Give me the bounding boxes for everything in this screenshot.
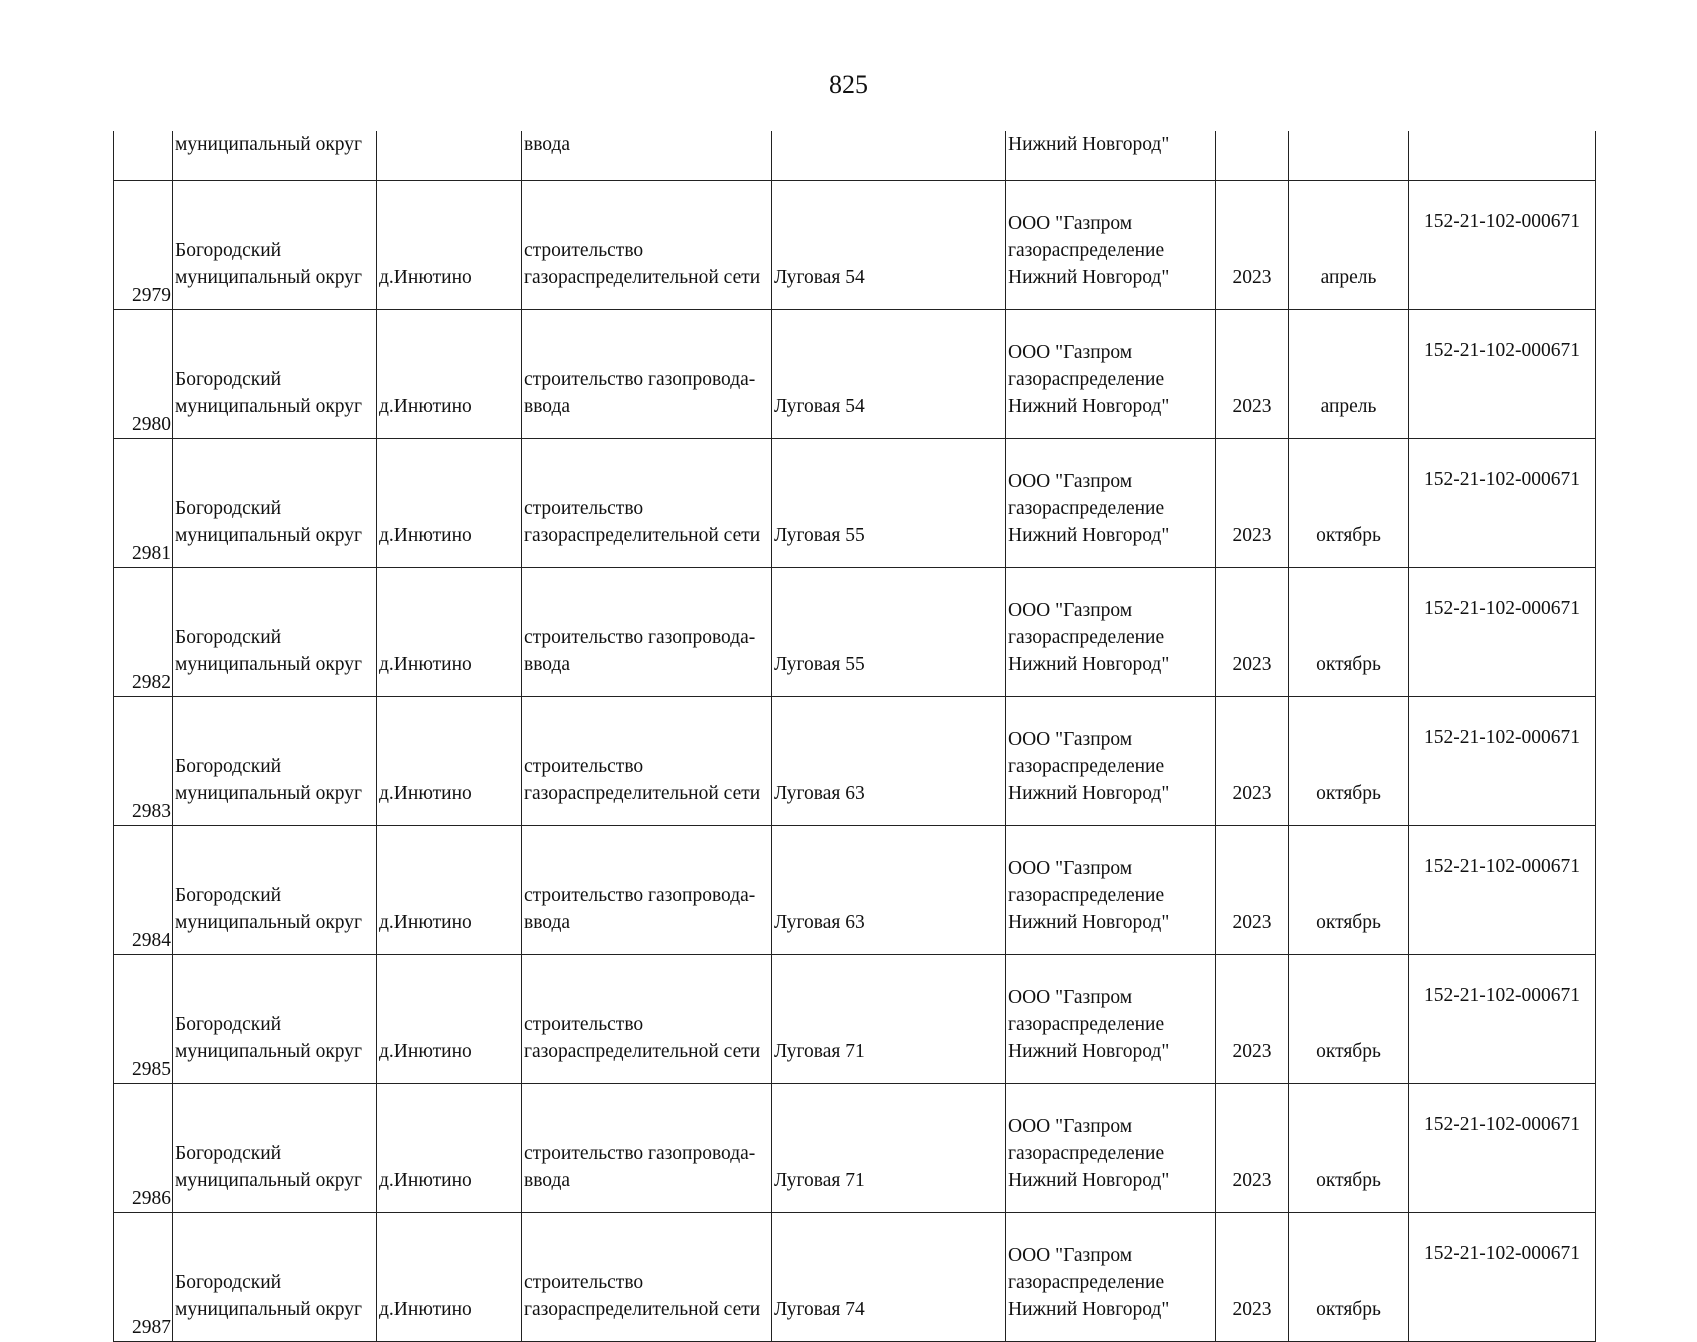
cell-district-line: муниципальный округ xyxy=(175,1041,363,1062)
cell-org-line: ООО "Газпром xyxy=(1008,858,1133,879)
cell-address: Луговая 71 xyxy=(772,955,1006,1084)
cell-org-line: ООО "Газпром xyxy=(1008,471,1133,492)
cell-month: октябрь xyxy=(1289,568,1409,697)
cell-address xyxy=(772,131,1006,181)
cell-org xyxy=(1006,1213,1216,1342)
cell-work-line: газораспределительной сети xyxy=(524,783,761,804)
cell-year: 2023 xyxy=(1216,310,1289,439)
cell-address: Луговая 55 xyxy=(772,439,1006,568)
cell-address: Луговая 63 xyxy=(772,697,1006,826)
cell-village: д.Инютино xyxy=(377,826,522,955)
cell-district xyxy=(173,568,377,697)
cell-org-line: газораспределение xyxy=(1008,498,1165,519)
cell-district-line: муниципальный округ xyxy=(175,267,363,288)
cell-org-line: газораспределение xyxy=(1008,756,1165,777)
cell-code xyxy=(1409,131,1596,181)
cell-district-line: муниципальный округ xyxy=(175,1170,363,1191)
cell-district-line: Богородский xyxy=(175,240,282,261)
cell-work-line: строительство xyxy=(524,1272,644,1293)
cell-work-line: строительство газопровода- xyxy=(524,627,756,648)
cell-village: д.Инютино xyxy=(377,181,522,310)
cell-address: Луговая 54 xyxy=(772,310,1006,439)
cell-org-line: ООО "Газпром xyxy=(1008,342,1133,363)
cell-org-line: газораспределение xyxy=(1008,240,1165,261)
cell-work-line: ввода xyxy=(524,654,571,675)
cell-month: апрель xyxy=(1289,310,1409,439)
cell-district: муниципальный округ xyxy=(173,131,377,181)
cell-work xyxy=(522,439,772,568)
cell-code: 152-21-102-000671 xyxy=(1409,1213,1596,1342)
cell-district-line: муниципальный округ xyxy=(175,912,363,933)
cell-address: Луговая 71 xyxy=(772,1084,1006,1213)
cell-num xyxy=(114,131,173,181)
cell-district xyxy=(173,310,377,439)
table-row xyxy=(114,568,1596,697)
cell-org-line: Нижний Новгород" xyxy=(1008,783,1170,804)
table-row xyxy=(114,1084,1596,1213)
cell-district-line: Богородский xyxy=(175,885,282,906)
cell-district-line: муниципальный округ xyxy=(175,396,363,417)
cell-org xyxy=(1006,181,1216,310)
cell-district xyxy=(173,439,377,568)
cell-work-line: газораспределительной сети xyxy=(524,525,761,546)
cell-address: Луговая 63 xyxy=(772,826,1006,955)
cell-org-line: ООО "Газпром xyxy=(1008,729,1133,750)
cell-district-line: Богородский xyxy=(175,1272,282,1293)
cell-village: д.Инютино xyxy=(377,1213,522,1342)
cell-district xyxy=(173,1084,377,1213)
cell-district-line: муниципальный округ xyxy=(175,525,363,546)
cell-code: 152-21-102-000671 xyxy=(1409,697,1596,826)
cell-org-line: ООО "Газпром xyxy=(1008,213,1133,234)
cell-code: 152-21-102-000671 xyxy=(1409,826,1596,955)
cell-org: Нижний Новгород" xyxy=(1006,131,1216,181)
cell-work-line: строительство газопровода- xyxy=(524,885,756,906)
cell-org-line: Нижний Новгород" xyxy=(1008,1041,1170,1062)
cell-district xyxy=(173,955,377,1084)
cell-work-line: ввода xyxy=(524,396,571,417)
cell-month: октябрь xyxy=(1289,439,1409,568)
cell-village: д.Инютино xyxy=(377,1084,522,1213)
cell-org-line: Нижний Новгород" xyxy=(1008,654,1170,675)
cell-org xyxy=(1006,826,1216,955)
cell-work-line: строительство xyxy=(524,1014,644,1035)
cell-district-line: Богородский xyxy=(175,1014,282,1035)
cell-org xyxy=(1006,955,1216,1084)
cell-num: 2979 xyxy=(114,181,173,310)
cell-district-line: Богородский xyxy=(175,756,282,777)
cell-work-line: ввода xyxy=(524,912,571,933)
cell-code: 152-21-102-000671 xyxy=(1409,310,1596,439)
cell-year: 2023 xyxy=(1216,181,1289,310)
cell-work xyxy=(522,310,772,439)
cell-org-line: газораспределение xyxy=(1008,1143,1165,1164)
table-row xyxy=(114,1213,1596,1342)
cell-org-line: ООО "Газпром xyxy=(1008,1245,1133,1266)
cell-code: 152-21-102-000671 xyxy=(1409,181,1596,310)
cell-district-line: Богородский xyxy=(175,369,282,390)
cell-org xyxy=(1006,439,1216,568)
cell-org xyxy=(1006,1084,1216,1213)
cell-village: д.Инютино xyxy=(377,310,522,439)
table-row xyxy=(114,181,1596,310)
cell-org-line: ООО "Газпром xyxy=(1008,987,1133,1008)
cell-district-line: Богородский xyxy=(175,1143,282,1164)
cell-num: 2981 xyxy=(114,439,173,568)
cell-work xyxy=(522,568,772,697)
cell-district-line: муниципальный округ xyxy=(175,783,363,804)
cell-village: д.Инютино xyxy=(377,697,522,826)
table-row xyxy=(114,697,1596,826)
cell-work-line: строительство газопровода- xyxy=(524,1143,756,1164)
cell-district xyxy=(173,826,377,955)
cell-org-line: газораспределение xyxy=(1008,627,1165,648)
cell-org-line: ООО "Газпром xyxy=(1008,600,1133,621)
cell-year: 2023 xyxy=(1216,955,1289,1084)
cell-month: октябрь xyxy=(1289,1084,1409,1213)
cell-org-line: Нижний Новгород" xyxy=(1008,525,1170,546)
table-body xyxy=(114,131,1596,1342)
cell-address: Луговая 55 xyxy=(772,568,1006,697)
cell-org xyxy=(1006,310,1216,439)
cell-org-line: газораспределение xyxy=(1008,1272,1165,1293)
cell-org-line: Нижний Новгород" xyxy=(1008,912,1170,933)
cell-org-line: Нижний Новгород" xyxy=(1008,267,1170,288)
cell-org-line: газораспределение xyxy=(1008,369,1165,390)
cell-work-line: строительство газопровода- xyxy=(524,369,756,390)
cell-month: октябрь xyxy=(1289,1213,1409,1342)
cell-year: 2023 xyxy=(1216,697,1289,826)
cell-village xyxy=(377,131,522,181)
cell-district xyxy=(173,181,377,310)
cell-code: 152-21-102-000671 xyxy=(1409,568,1596,697)
cell-district-line: муниципальный округ xyxy=(175,1299,363,1320)
page-number: 825 xyxy=(829,70,868,99)
cell-village: д.Инютино xyxy=(377,955,522,1084)
cell-work-line: газораспределительной сети xyxy=(524,1299,761,1320)
cell-work-line: строительство xyxy=(524,756,644,777)
cell-month: апрель xyxy=(1289,181,1409,310)
cell-num: 2985 xyxy=(114,955,173,1084)
cell-year: 2023 xyxy=(1216,568,1289,697)
cell-num: 2980 xyxy=(114,310,173,439)
cell-work-line: ввода xyxy=(524,1170,571,1191)
cell-village: д.Инютино xyxy=(377,439,522,568)
cell-work xyxy=(522,181,772,310)
cell-work xyxy=(522,1213,772,1342)
cell-num: 2984 xyxy=(114,826,173,955)
cell-num: 2982 xyxy=(114,568,173,697)
cell-district-line: Богородский xyxy=(175,498,282,519)
cell-year: 2023 xyxy=(1216,826,1289,955)
table-row xyxy=(114,826,1596,955)
cell-district-line: муниципальный округ xyxy=(175,654,363,675)
cell-work xyxy=(522,826,772,955)
cell-village: д.Инютино xyxy=(377,568,522,697)
cell-org-line: ООО "Газпром xyxy=(1008,1116,1133,1137)
cell-work-line: строительство xyxy=(524,240,644,261)
cell-num: 2986 xyxy=(114,1084,173,1213)
cell-code: 152-21-102-000671 xyxy=(1409,439,1596,568)
cell-org xyxy=(1006,697,1216,826)
cell-org-line: газораспределение xyxy=(1008,885,1165,906)
cell-year: 2023 xyxy=(1216,1213,1289,1342)
cell-work-line: газораспределительной сети xyxy=(524,1041,761,1062)
gas-network-table xyxy=(113,131,1596,1342)
table-row xyxy=(114,439,1596,568)
cell-code: 152-21-102-000671 xyxy=(1409,955,1596,1084)
cell-address: Луговая 74 xyxy=(772,1213,1006,1342)
cell-work-line: газораспределительной сети xyxy=(524,267,761,288)
cell-month: октябрь xyxy=(1289,955,1409,1084)
table-row xyxy=(114,955,1596,1084)
cell-org-line: Нижний Новгород" xyxy=(1008,1299,1170,1320)
cell-year: 2023 xyxy=(1216,439,1289,568)
cell-year: 2023 xyxy=(1216,1084,1289,1213)
cell-org-line: Нижний Новгород" xyxy=(1008,396,1170,417)
table-row xyxy=(114,310,1596,439)
cell-num: 2987 xyxy=(114,1213,173,1342)
cell-code: 152-21-102-000671 xyxy=(1409,1084,1596,1213)
cell-num: 2983 xyxy=(114,697,173,826)
cell-month xyxy=(1289,131,1409,181)
cell-district xyxy=(173,697,377,826)
cell-work xyxy=(522,955,772,1084)
continuation-row xyxy=(114,131,1596,181)
cell-district-line: Богородский xyxy=(175,627,282,648)
cell-month: октябрь xyxy=(1289,697,1409,826)
cell-work xyxy=(522,1084,772,1213)
cell-work: ввода xyxy=(522,131,772,181)
cell-district xyxy=(173,1213,377,1342)
cell-year xyxy=(1216,131,1289,181)
cell-org-line: Нижний Новгород" xyxy=(1008,1170,1170,1191)
cell-work-line: строительство xyxy=(524,498,644,519)
cell-address: Луговая 54 xyxy=(772,181,1006,310)
cell-org-line: газораспределение xyxy=(1008,1014,1165,1035)
cell-work xyxy=(522,697,772,826)
cell-org xyxy=(1006,568,1216,697)
cell-month: октябрь xyxy=(1289,826,1409,955)
